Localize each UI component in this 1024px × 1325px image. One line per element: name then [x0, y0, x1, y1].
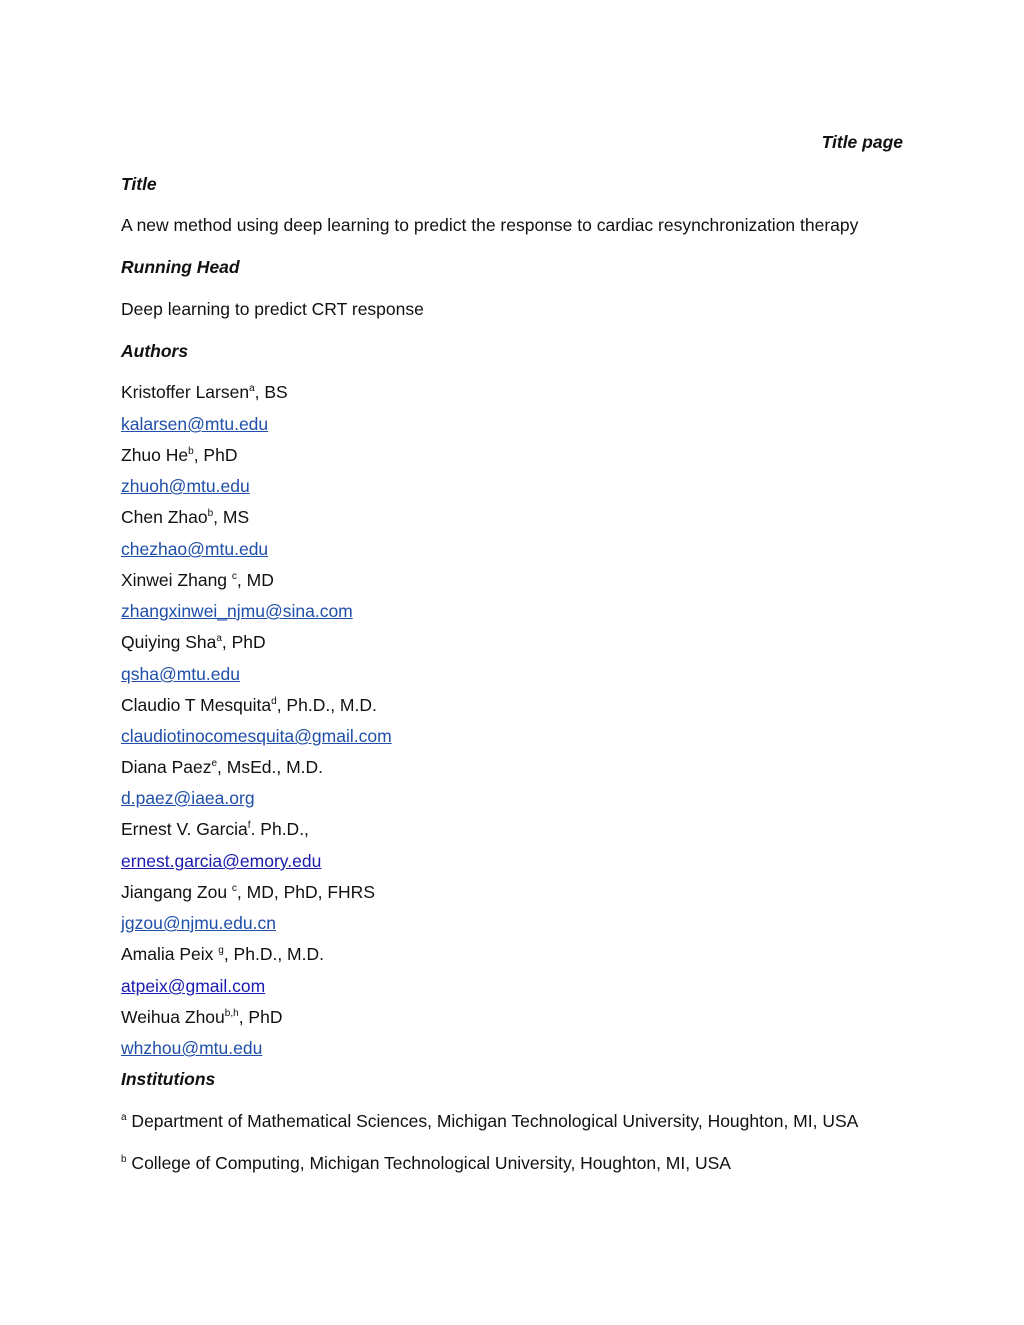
- author-degree: , MS: [213, 507, 250, 527]
- author-email-row: [121, 538, 268, 560]
- author-name: Ernest V. Garcia: [121, 819, 248, 839]
- author-email-row: [121, 975, 265, 997]
- authors-heading: Authors: [121, 341, 189, 361]
- affiliation-superscript: a: [216, 633, 222, 644]
- author-degree: , Ph.D., M.D.: [223, 944, 324, 964]
- author-email-link[interactable]: atpeix@gmail.com: [121, 976, 266, 996]
- author-entry: [121, 756, 323, 778]
- affiliation-superscript: a: [249, 383, 255, 394]
- author-entry: [121, 631, 266, 653]
- author-name: Xinwei Zhang: [121, 570, 232, 590]
- author-entry: [121, 881, 375, 903]
- author-degree: , MsEd., M.D.: [217, 757, 324, 777]
- running-head-text: Deep learning to predict CRT response: [121, 299, 424, 319]
- institution-superscript: b: [121, 1154, 127, 1165]
- author-email-row: [121, 663, 240, 685]
- author-email-link[interactable]: chezhao@mtu.edu: [121, 539, 269, 559]
- institutions-heading: Institutions: [121, 1069, 216, 1089]
- institution-entry: [121, 1152, 731, 1174]
- author-email-row: [121, 725, 392, 747]
- author-degree: , MD: [236, 570, 274, 590]
- author-entry: [121, 506, 249, 528]
- author-entry: [121, 444, 237, 466]
- author-email-row: [121, 787, 255, 809]
- author-name: Weihua Zhou: [121, 1007, 225, 1027]
- page-label: Title page: [821, 132, 903, 152]
- author-email-link[interactable]: qsha@mtu.edu: [121, 664, 240, 684]
- author-email-link[interactable]: ernest.garcia@emory.edu: [121, 851, 322, 871]
- affiliation-superscript: b,h: [224, 1008, 239, 1019]
- affiliation-superscript: e: [211, 758, 218, 769]
- author-name: Kristoffer Larsen: [121, 382, 250, 402]
- affiliation-superscript: f: [247, 820, 251, 831]
- author-degree: , BS: [254, 382, 288, 402]
- running-head-heading: Running Head: [121, 257, 240, 277]
- author-name: Amalia Peix: [121, 944, 219, 964]
- author-email-row: [121, 850, 321, 872]
- author-email-row: [121, 475, 250, 497]
- institution-entry: [121, 1110, 858, 1132]
- author-email-link[interactable]: kalarsen@mtu.edu: [121, 414, 269, 434]
- author-email-link[interactable]: whzhou@mtu.edu: [121, 1038, 263, 1058]
- affiliation-superscript: g: [218, 945, 224, 956]
- author-email-link[interactable]: claudiotinocomesquita@gmail.com: [121, 726, 392, 746]
- author-name: Diana Paez: [121, 757, 212, 777]
- author-entry: [121, 381, 288, 403]
- affiliation-superscript: c: [231, 571, 237, 582]
- author-name: Claudio T Mesquita: [121, 695, 272, 715]
- author-email-row: [121, 1037, 262, 1059]
- author-degree: , PhD: [193, 445, 238, 465]
- author-degree: , MD, PhD, FHRS: [236, 882, 375, 902]
- author-entry: [121, 694, 377, 716]
- author-email-link[interactable]: d.paez@iaea.org: [121, 788, 255, 808]
- author-email-link[interactable]: zhangxinwei_njmu@sina.com: [121, 601, 353, 621]
- author-degree: . Ph.D.,: [250, 819, 309, 839]
- author-name: Chen Zhao: [121, 507, 208, 527]
- author-degree: , PhD: [221, 632, 266, 652]
- author-email-row: [121, 912, 276, 934]
- title-heading: Title: [121, 174, 157, 194]
- institution-text: Department of Mathematical Sciences, Michigan Technological University, Houghton, MI, USA: [126, 1111, 859, 1131]
- paper-title: A new method using deep learning to predict the response to cardiac resynchronization therapy: [121, 215, 859, 235]
- author-email-row: [121, 413, 268, 435]
- author-email-link[interactable]: jgzou@njmu.edu.cn: [121, 913, 276, 933]
- author-entry: [121, 569, 274, 591]
- author-name: Quiying Sha: [121, 632, 217, 652]
- affiliation-superscript: c: [231, 883, 237, 894]
- author-email-link[interactable]: zhuoh@mtu.edu: [121, 476, 250, 496]
- affiliation-superscript: b: [188, 446, 194, 457]
- author-degree: , PhD: [238, 1007, 283, 1027]
- affiliation-superscript: b: [207, 508, 214, 519]
- author-entry: [121, 943, 324, 965]
- author-email-row: [121, 600, 353, 622]
- author-degree: , Ph.D., M.D.: [276, 695, 377, 715]
- author-name: Zhuo He: [121, 445, 189, 465]
- author-name: Jiangang Zou: [121, 882, 232, 902]
- affiliation-superscript: d: [271, 696, 277, 707]
- author-entry: [121, 818, 309, 840]
- institution-superscript: a: [121, 1112, 127, 1123]
- institution-text: College of Computing, Michigan Technological University, Houghton, MI, USA: [126, 1153, 731, 1173]
- author-entry: [121, 1006, 282, 1028]
